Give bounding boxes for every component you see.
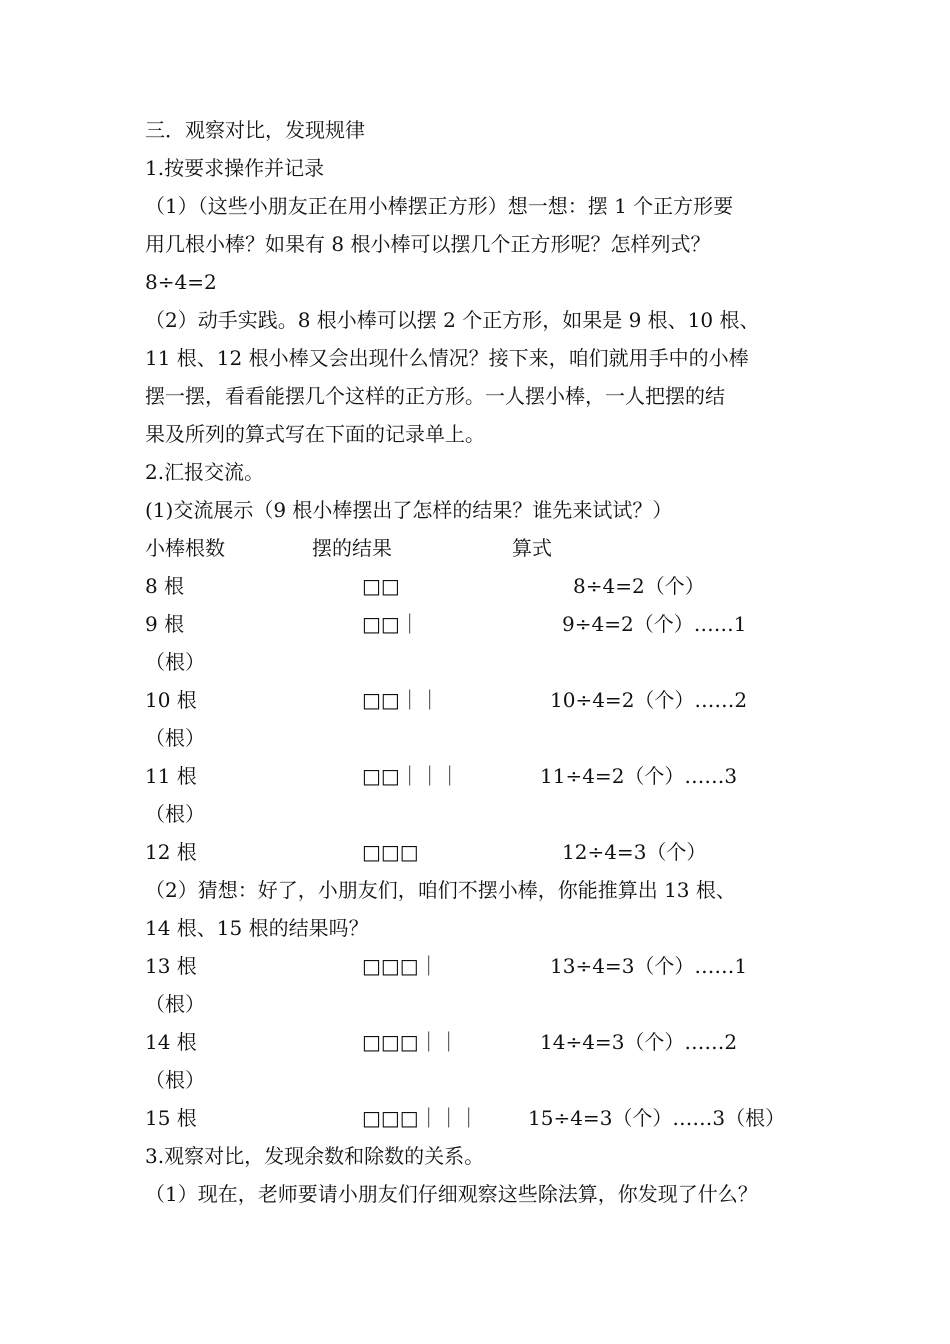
part2-intro: (1)交流展示（9 根小棒摆出了怎样的结果？谁先来试试？） xyxy=(145,498,673,522)
row-count: 8 根 xyxy=(145,574,185,598)
part1-q1-answer: 8÷4=2 xyxy=(145,270,217,294)
row-formula: 13÷4=3（个）……1 xyxy=(550,954,748,978)
part1-q2-line4: 果及所列的算式写在下面的记录单上。 xyxy=(145,422,485,446)
row-formula: 15÷4=3（个）……3（根） xyxy=(528,1106,786,1130)
part1-q1-line1: （1）（这些小朋友正在用小棒摆正方形）想一想：摆 1 个正方形要 xyxy=(145,194,734,218)
row-result: □□｜｜｜ xyxy=(362,764,460,788)
row-formula: 8÷4=2（个） xyxy=(573,574,705,598)
part1-q2-line3: 摆一摆，看看能摆几个这样的正方形。一人摆小棒，一人把摆的结 xyxy=(145,384,725,408)
row-result: □□□｜｜ xyxy=(362,1030,459,1054)
guess-line1: （2）猜想：好了，小朋友们，咱们不摆小棒，你能推算出 13 根、 xyxy=(145,878,736,902)
row-count: 14 根 xyxy=(145,1030,197,1054)
row-formula: 12÷4=3（个） xyxy=(562,840,707,864)
row-count: 11 根 xyxy=(145,764,197,788)
row-result: □□□｜ xyxy=(362,954,439,978)
part1-q2-line1: （2）动手实践。8 根小棒可以摆 2 个正方形，如果是 9 根、10 根、 xyxy=(145,308,760,332)
row-count: 10 根 xyxy=(145,688,197,712)
row-result: □□□｜｜｜ xyxy=(362,1106,479,1130)
row-count: 13 根 xyxy=(145,954,197,978)
header-result: 摆的结果 xyxy=(312,536,392,560)
guess-line2: 14 根、15 根的结果吗？ xyxy=(145,916,369,940)
row-unit: （根） xyxy=(145,802,205,826)
header-count: 小棒根数 xyxy=(145,536,225,560)
row-result: □□ xyxy=(362,574,400,598)
row-unit: （根） xyxy=(145,992,205,1016)
row-formula: 9÷4=2（个）……1 xyxy=(562,612,747,636)
part2-heading: 2.汇报交流。 xyxy=(145,460,265,484)
row-result: □□｜ xyxy=(362,612,420,636)
part1-q2-line2: 11 根、12 根小棒又会出现什么情况？接下来，咱们就用手中的小棒 xyxy=(145,346,749,370)
part1-heading: 1.按要求操作并记录 xyxy=(145,156,325,180)
row-count: 12 根 xyxy=(145,840,197,864)
part3-heading: 3.观察对比，发现余数和除数的关系。 xyxy=(145,1144,485,1168)
part3-q1: （1）现在，老师要请小朋友们仔细观察这些除法算，你发现了什么？ xyxy=(145,1182,758,1206)
header-formula: 算式 xyxy=(512,536,552,560)
section-title: 三．观察对比，发现规律 xyxy=(145,118,365,142)
part1-q1-line2: 用几根小棒？如果有 8 根小棒可以摆几个正方形呢？怎样列式？ xyxy=(145,232,711,256)
row-result: □□□ xyxy=(362,840,419,864)
row-formula: 14÷4=3（个）……2 xyxy=(540,1030,738,1054)
row-unit: （根） xyxy=(145,1068,205,1092)
row-formula: 11÷4=2（个）……3 xyxy=(540,764,738,788)
row-unit: （根） xyxy=(145,650,205,674)
row-result: □□｜｜ xyxy=(362,688,440,712)
row-unit: （根） xyxy=(145,726,205,750)
row-formula: 10÷4=2（个）……2 xyxy=(550,688,748,712)
row-count: 9 根 xyxy=(145,612,185,636)
row-count: 15 根 xyxy=(145,1106,197,1130)
